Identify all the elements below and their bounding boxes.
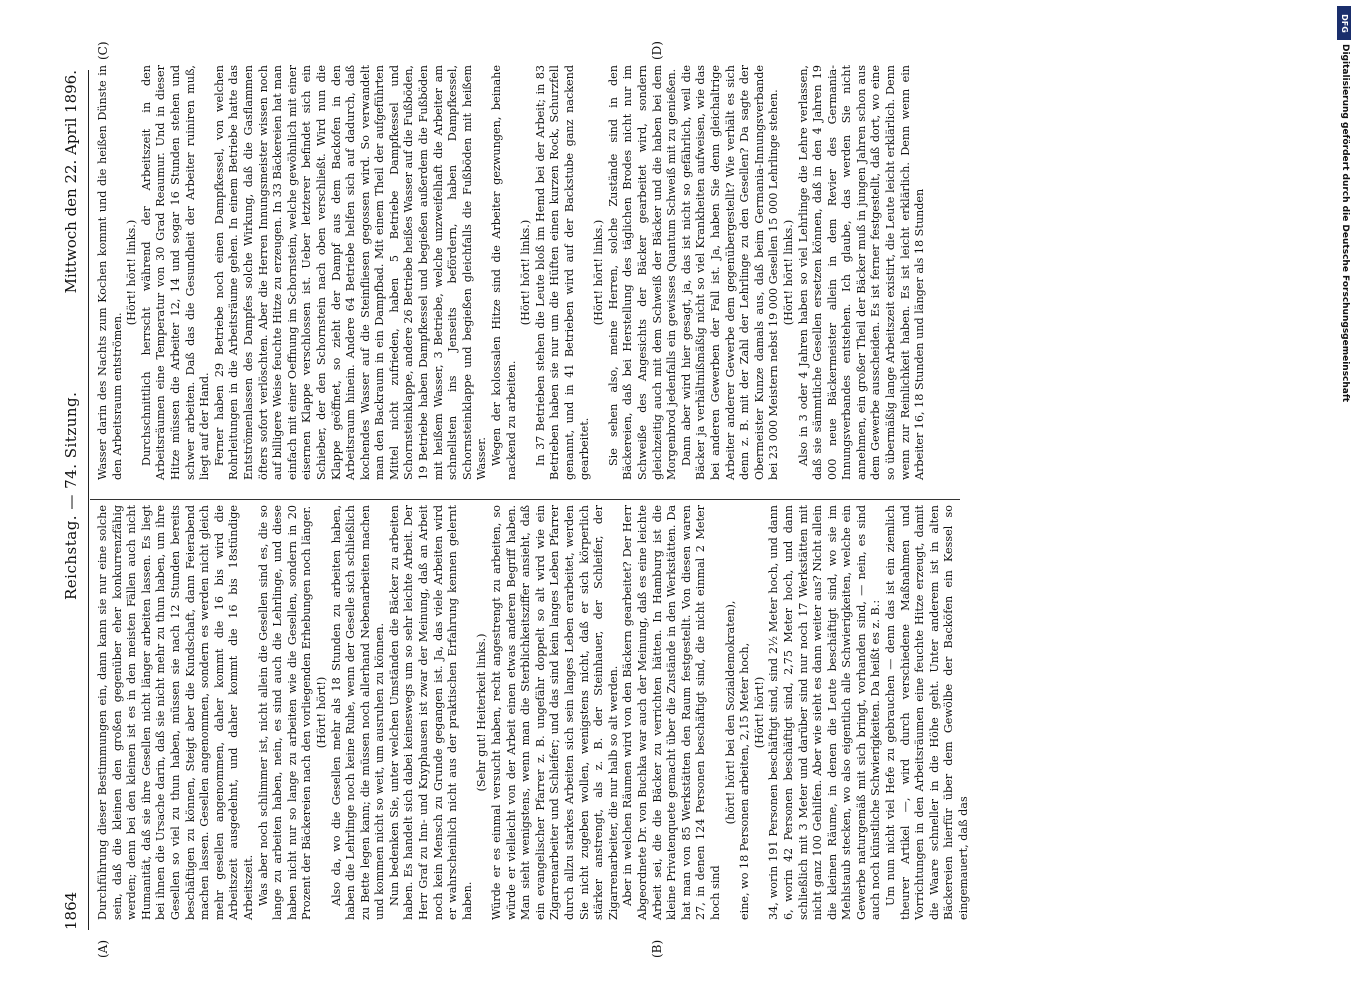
session-title: Reichstag. — 74. Sitzung.	[62, 391, 80, 600]
left-paragraph: (Hört! hört!)	[314, 676, 328, 749]
left-paragraph: (Hört! hört!)	[752, 676, 766, 749]
margin-marker-b: (B)	[650, 939, 664, 958]
column-divider	[90, 499, 960, 500]
left-paragraph: (Sehr gut! Heiterkeit links.)	[475, 633, 489, 792]
margin-marker-a: (A)	[96, 939, 110, 958]
right-paragraph: In 37 Betrieben stehen die Leute bloß im Hemd bei der Arbeit; in 83 Betrieben haben sie nur um die Hüften einen kurzen Rock, Schurzfell genannt, und in 41 Betrieben wird auf der Backstube ganz nackend gearbeitet.	[533, 65, 591, 480]
page-header	[62, 70, 86, 930]
right-paragraph: Sie sehen also, meine Herren, solche Zustände sind in den Bäckereien, daß bei Herstellung des täglichen Brodes nicht nur im Schweiße des Angesichts der Bäcker gearbeitet wird, sondern gleichzeitig auch mit dem Schweiß der Bäcker und die haben bei dem Morgenbrod jedenfalls ein gewisses Quantum Schweiß mit zu genießen.	[606, 65, 679, 480]
left-text-column	[96, 505, 972, 920]
left-paragraph: eine, wo 18 Personen arbeiten, 2,15 Meter hoch,	[738, 642, 752, 920]
right-paragraph: (Hört! hört! links.)	[519, 219, 533, 326]
page-number: 1864	[62, 891, 80, 930]
right-paragraph: Durchschnittlich herrscht während der Arbeitszeit in den Arbeitsräumen eine Temperatur von 30 Grad Reaumur. Und in dieser Hitze müssen die Arbeiter 12, 14 und sogar 16 Stunden stehen und schwer arbeiten. Daß das die Gesundheit der Arbeiter ruiniren muß, liegt auf der Hand.	[139, 65, 212, 480]
right-paragraph: (Hört! hört! links.)	[781, 219, 795, 326]
left-paragraph: Würde er es einmal versucht haben, recht angestrengt zu arbeiten, so würde er vielleicht von der Arbeit einen etwas anderen Begriff haben. Man sieht wenigstens, wenn man die Sterblichkeitsziffer ansieht, daß ein evangelischer Pfarrer z. B. ungefähr doppelt so alt wird wie ein Zigarrenarbeiter und Schleifer; und das sind kein langes Leben Pfarrer durch allzu starkes Arbeiten sich sein langes Leben erarbeitet, werden Sie nicht zugeben wollen, wenigstens nicht, daß er sich körperlich stärker anstrengt, als z. B. der Steinhauer, der Schleifer, der Zigarrenarbeiter, die nur halb so alt werden.	[490, 505, 620, 920]
left-paragraph: Also da, wo die Gesellen mehr als 18 Stunden zu arbeiten haben, haben die Lehrlinge noch keine Ruhe, wenn der Geselle sich schließlich zu Bette legen kann; die müssen noch allerhand Nebenarbeiten machen und kommen nicht so weit, um ausruhen zu können.	[329, 505, 387, 920]
right-paragraph: Dann aber wird hier gesagt, ja, das ist nicht so gefährlich, weil die Bäcker ja verhältnißmäßig nicht so viel Krankheiten aufweisen, wie das bei anderen Gewerben der Fall ist. Ja, haben Sie denn gleichaltrige Arbeiter anderer Gewerbe dem gegenübergestellt? Wie verhält es sich denn z. B. mit der Zahl der Lehrlinge zu den Gesellen? Da sagte der Obermeister Kunze damals aus, daß beim Germania-Innungsverbande bei 23 000 Meistern nebst 19 000 Gesellen 15 000 Lehrlinge stehen.	[679, 65, 781, 480]
dfg-logo: DFG	[1337, 6, 1351, 40]
left-paragraph: Was aber noch schlimmer ist, nicht allein die Gesellen sind es, die so lange zu arbeiten haben, nein, es sind auch die Lehrlinge, und diese haben nicht nur so lange zu arbeiten wie die Gesellen, sondern in 20 Prozent der Bäckereien nach den vorliegenden Erhebungen noch länger.	[256, 505, 314, 920]
right-paragraph: Also in 3 oder 4 Jahren haben so viel Lehrlinge die Lehre verlassen, daß sie sämmtliche Gesellen ersetzen können, daß in den 4 Jahren 19 000 neue Bäckermeister allein in dem Revier des Germania-Innungsverbandes entstehen. Ich glaube, das werden Sie nicht annehmen, ein großer Theil der Bäcker muß in jungen Jahren schon aus dem Gewerbe ausscheiden. Es ist ferner festgestellt, daß dort, wo eine so übermäßig lange Arbeitszeit existirt, die Leute leicht erklärlich. Denn wenn zur Reinlichkeit haben. Es ist leicht erklärlich. Denn wenn ein Arbeiter 16, 18 Stunden und länger als 18 Stunden	[796, 65, 927, 480]
left-paragraph: Nun bedenken Sie, unter welchen Umständen die Bäcker zu arbeiten haben. Es handelt sich dabei keineswegs um so sehr leichte Arbeit. Der Herr Graf zu Inn- und Knyphausen ist zwar der Meinung, daß an Arbeit noch kein Mensch zu Grunde gegangen ist. Ja, das viele Arbeiten wird er wahrscheinlich nicht aus der praktischen Erfahrung kennen gelernt haben.	[387, 505, 474, 920]
session-date: Mittwoch den 22. April 1896.	[62, 70, 80, 294]
left-paragraph: Aber in welchen Räumen wird von den Bäckern gearbeitet? Der Herr Abgeordnete Dr. von Buchka war auch der Meinung, daß es eine leichte Arbeit sei, die die Bäcker zu verrichten hätten. In Hamburg ist die kleine Privatenquete gemacht über die Zustände in den Werkstätten. Da hat man von 85 Werkstätten den Raum festgestellt. Von diesen waren 27, in denen 124 Personen beschäftigt sind, die nicht einmal 2 Meter hoch sind	[621, 505, 722, 920]
margin-marker-d: (D)	[650, 41, 664, 60]
left-paragraph: 34, worin 191 Personen beschäftigt sind, sind 2½ Meter hoch, und dann 6, worin 42 Personen beschäftigt sind, 2,75 Meter hoch, und dann schließlich mit 3 Meter und darüber sind nur noch 17 Werkstätten mit nicht ganz 100 Gehilfen. Aber wie sieht es dann weiter aus? Nicht allein die kleinen Räume, in denen die Leute beschäftigt sind, wo sie im Mehlstaub stecken, wo also eigentlich alle Schwierigkeiten, welche ein Gewerbe naturgemäß mit sich bringt, vorhanden sind, — nein, es sind auch noch künstliche Schwierigkeiten. Da heißt es z. B.:	[767, 505, 883, 920]
right-paragraph: (Hört! hört! links.)	[592, 219, 606, 326]
right-paragraph: Wasser darin des Nachts zum Kochen kommt und die heißen Dünste in den Arbeitsraum entströmen.	[96, 65, 124, 480]
right-text-column	[96, 65, 928, 480]
funding-note: Digitalisierung gefördert durch die Deutsche Forschungsgemeinschaft	[1340, 44, 1350, 403]
header-rule	[88, 70, 89, 930]
left-paragraph: (hört! hört! bei den Sozialdemokraten),	[723, 600, 737, 825]
left-paragraph: Um nun nicht viel Hefe zu gebrauchen — denn das ist ein ziemlich theurer Artikel —, wird durch verschiedene Maßnahmen und Vorrichtungen in den Arbeitsräumen eine feuchte Hitze erzeugt, damit die Waare schneller in die Höhe geht. Unter anderem ist in alten Bäckereien hierfür über dem Gewölbe der Backöfen ein Kessel so eingemauert, daß das	[884, 505, 971, 920]
left-paragraph: Durchführung dieser Bestimmungen ein, dann kann sie nur eine solche sein, daß die kleinen den großen gegenüber eher konkurrenzfähig werden; denn bei den kleinen ist es in den meisten Fällen auch nicht Humanität, daß sie ihre Gesellen nicht länger arbeiten lassen. Es liegt bei ihnen die Ursache darin, daß sie nicht mehr zu thun haben, um ihre Gesellen so viel zu thun haben, müssen sie nach 12 Stunden bereits beschäftigen zu können, Steigt aber die Kundschaft, dann Feierabend machen lassen. Gesellen angenommen, sondern es werden nicht gleich mehr gesellen angenommen, daher kommt die 16 bis wird die Arbeitszeit ausgedehnt, und daher kommt die 16 bis 18stündige Arbeitszeit.	[96, 505, 255, 920]
right-paragraph: Wegen der kolossalen Hitze sind die Arbeiter gezwungen, beinahe nackend zu arbeiten.	[490, 65, 518, 480]
right-paragraph: Ferner haben 29 Betriebe noch einen Dampfkessel, von welchen Rohrleitungen in die Arbeitsräume gehen. In einem Betriebe hatte das Entströmenlassen des Dampfes solche Wirkung, daß die Gasflammen öfters sofort verlöschten. Aber die Herren Innungsmeister wissen noch auf billigere Weise feuchte Hitze zu erzeugen. In 33 Bäckereien hat man einfach mit einer Oeffnung im Schornstein, welche gewöhnlich mit einer eisernen Klappe verschlossen ist. Ueber letzterer befindet sich ein Schieber, der den Schornstein nach oben verschließt. Wird nun die Klappe geöffnet, so zieht der Dampf aus dem Backofen in den Arbeitsraum hinein. Andere 64 Betriebe helfen sich auf dadurch, daß kochendes Wasser auf die Steinfliesen gegossen wird. So verwandelt man den Backraum in ein Dampfbad. Mit einem Theil der aufgeführten Mittel nicht zufrieden, haben 5 Betriebe Dampfkessel und Schornsteinklappe, andere 26 Betriebe heißes Wasser auf die Fußböden, 19 Betriebe haben Dampfkessel und begießen außerdem die Fußböden mit heißem Wasser, 3 Betriebe, welche unzweifelhaft die Arbeiter am schnellsten ins Jenseits befördern, haben Dampfkessel, Schornsteinklappe und begießen gleichfalls die Fußböden mit heißem Wasser.	[212, 65, 489, 480]
margin-marker-c: (C)	[96, 41, 110, 60]
right-paragraph: (Hört! hört! links.)	[125, 219, 139, 326]
